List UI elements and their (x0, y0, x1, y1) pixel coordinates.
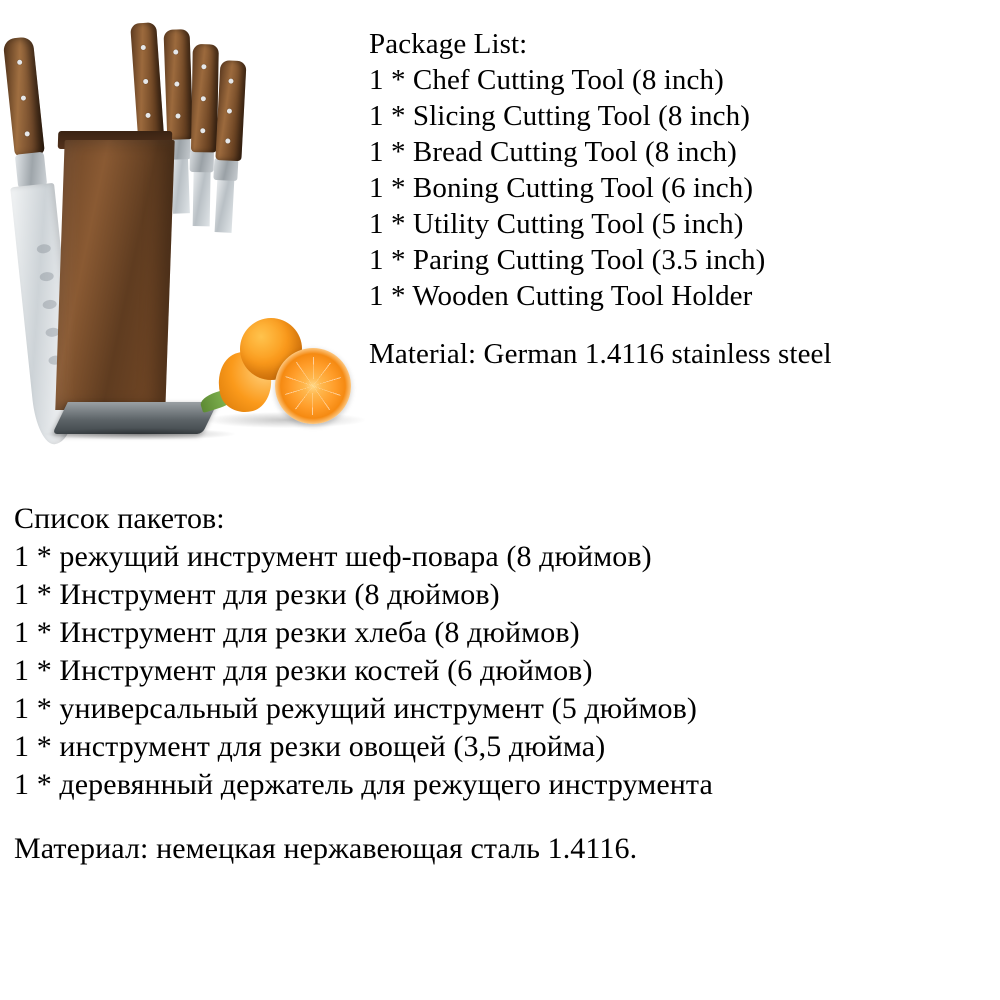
english-item: 1 * Boning Cutting Tool (6 inch) (369, 172, 754, 204)
english-item: 1 * Paring Cutting Tool (3.5 inch) (369, 244, 766, 276)
english-item: 1 * Slicing Cutting Tool (8 inch) (369, 100, 750, 132)
english-package-list (369, 26, 989, 372)
russian-item: 1 * Инструмент для резки костей (6 дюймов) (14, 654, 593, 687)
english-item: 1 * Chef Cutting Tool (8 inch) (369, 64, 724, 96)
spacer (369, 314, 989, 336)
english-material: Material: German 1.4116 stainless steel (369, 338, 832, 370)
russian-heading: Список пакетов: (14, 502, 225, 535)
spacer (14, 804, 989, 830)
rivet-icon (201, 96, 206, 101)
block-shadow (45, 428, 235, 440)
russian-package-list (14, 500, 989, 868)
english-item: 1 * Wooden Cutting Tool Holder (369, 280, 753, 312)
english-heading: Package List: (369, 28, 528, 60)
blade-dimple-icon (36, 244, 51, 254)
russian-material: Материал: немецкая нержавеющая сталь 1.4116. (14, 832, 638, 865)
english-item: 1 * Bread Cutting Tool (8 inch) (369, 136, 737, 168)
blade-dimple-icon (42, 299, 57, 309)
rivet-icon (200, 128, 205, 133)
blade-dimple-icon (39, 271, 54, 281)
russian-item: 1 * универсальный режущий инструмент (5 дюймов) (14, 692, 697, 725)
russian-item: 1 * деревянный держатель для режущего инструмента (14, 768, 713, 801)
knife-blade (215, 178, 235, 233)
knife-blade (193, 170, 211, 226)
knife-block (55, 140, 174, 410)
russian-item: 1 * Инструмент для резки (8 дюймов) (14, 578, 500, 611)
product-image (0, 0, 360, 470)
fruit-shadow (205, 412, 365, 428)
english-item: 1 * Utility Cutting Tool (5 inch) (369, 208, 744, 240)
orange-half (275, 348, 351, 424)
knife-bolster (213, 158, 238, 181)
rivet-icon (201, 64, 206, 69)
russian-item: 1 * инструмент для резки овощей (3,5 дюйма) (14, 730, 606, 763)
russian-item: 1 * Инструмент для резки хлеба (8 дюймов) (14, 616, 580, 649)
knife-bolster (190, 150, 214, 172)
russian-item: 1 * режущий инструмент шеф-повара (8 дюймов) (14, 540, 652, 573)
